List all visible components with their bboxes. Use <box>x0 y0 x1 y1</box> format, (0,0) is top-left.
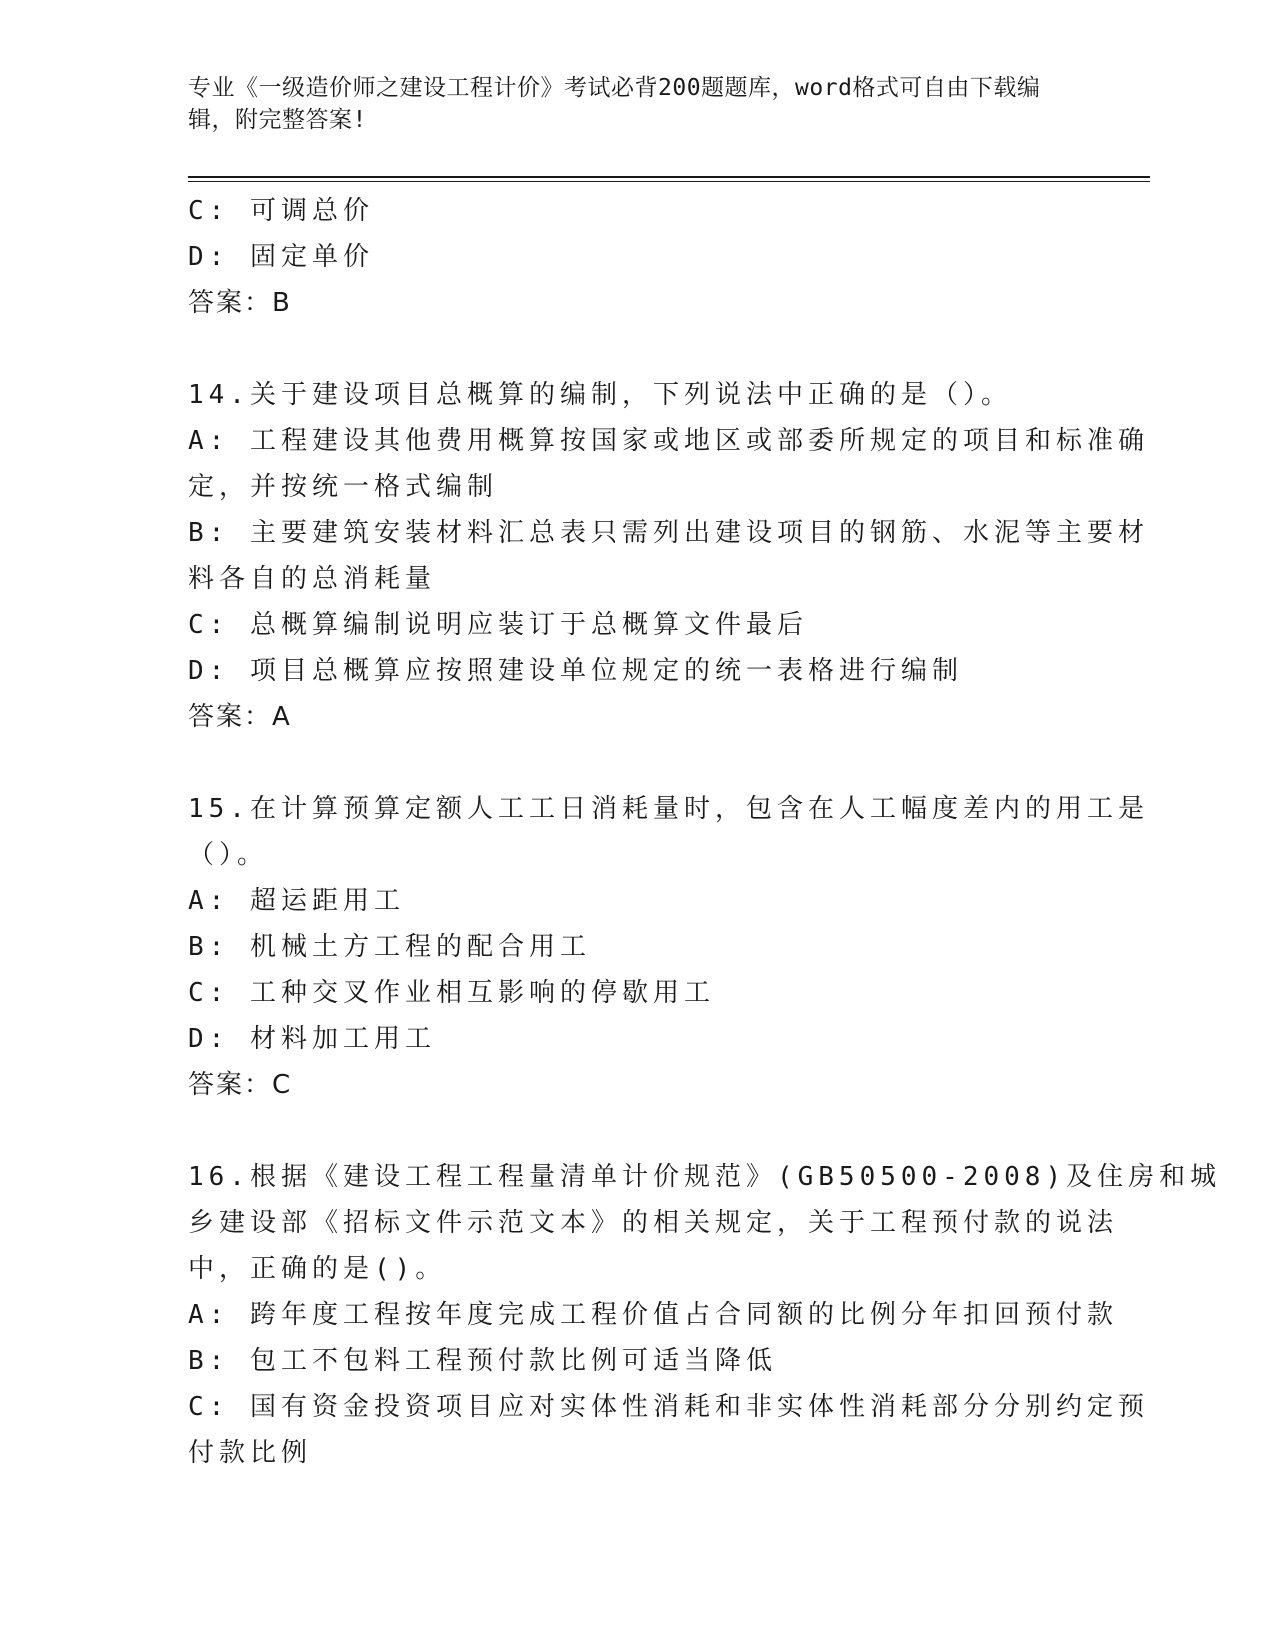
option-c-continued: 付款比例 <box>188 1438 313 1468</box>
question-stem: 14.关于建设项目总概算的编制，下列说法中正确的是（）。 <box>188 380 1012 410</box>
previous-question-tail <box>188 188 1078 326</box>
question-16 <box>188 1154 1222 1476</box>
option-c: C: 总概算编制说明应装订于总概算文件最后 <box>188 610 808 640</box>
question-stem: 15.在计算预算定额人工工日消耗量时，包含在人工幅度差内的用工是 <box>188 794 1149 824</box>
header-divider <box>188 176 1150 182</box>
question-stem-continued: 中，正确的是()。 <box>188 1254 447 1284</box>
option-c: C: 可调总价 <box>188 196 374 226</box>
question-stem: 16.根据《建设工程工程量清单计价规范》(GB50500-2008)及住房和城 <box>188 1162 1222 1192</box>
option-d: D: 固定单价 <box>188 242 374 272</box>
option-b: B: 机械土方工程的配合用工 <box>188 932 591 962</box>
question-stem-continued: （）。 <box>188 840 269 870</box>
question-stem-continued: 乡建设部《招标文件示范文本》的相关规定，关于工程预付款的说法 <box>188 1208 1119 1238</box>
answer-line: 答案：C <box>188 1070 293 1100</box>
option-c: C: 工种交叉作业相互影响的停歇用工 <box>188 978 715 1008</box>
question-15 <box>188 786 1149 1108</box>
option-b-continued: 料各自的总消耗量 <box>188 564 437 594</box>
option-b: B: 包工不包料工程预付款比例可适当降低 <box>188 1346 777 1376</box>
option-a-continued: 定，并按统一格式编制 <box>188 472 499 502</box>
page-header: 专业《一级造价师之建设工程计价》考试必背200题题库，word格式可自由下载编辑，附完整答案! <box>188 75 1041 133</box>
option-d: D: 项目总概算应按照建设单位规定的统一表格进行编制 <box>188 656 963 686</box>
option-c: C: 国有资金投资项目应对实体性消耗和非实体性消耗部分分别约定预 <box>188 1392 1149 1422</box>
option-b: B: 主要建筑安装材料汇总表只需列出建设项目的钢筋、水泥等主要材 <box>188 518 1149 548</box>
option-a: A: 跨年度工程按年度完成工程价值占合同额的比例分年扣回预付款 <box>188 1300 1118 1330</box>
option-d: D: 材料加工用工 <box>188 1024 436 1054</box>
option-a: A: 工程建设其他费用概算按国家或地区或部委所规定的项目和标准确 <box>188 426 1149 456</box>
answer-line: 答案：B <box>188 288 292 318</box>
question-14 <box>188 372 1149 740</box>
answer-line: 答案：A <box>188 702 292 732</box>
option-a: A: 超运距用工 <box>188 886 405 916</box>
document-body <box>188 188 1222 1476</box>
